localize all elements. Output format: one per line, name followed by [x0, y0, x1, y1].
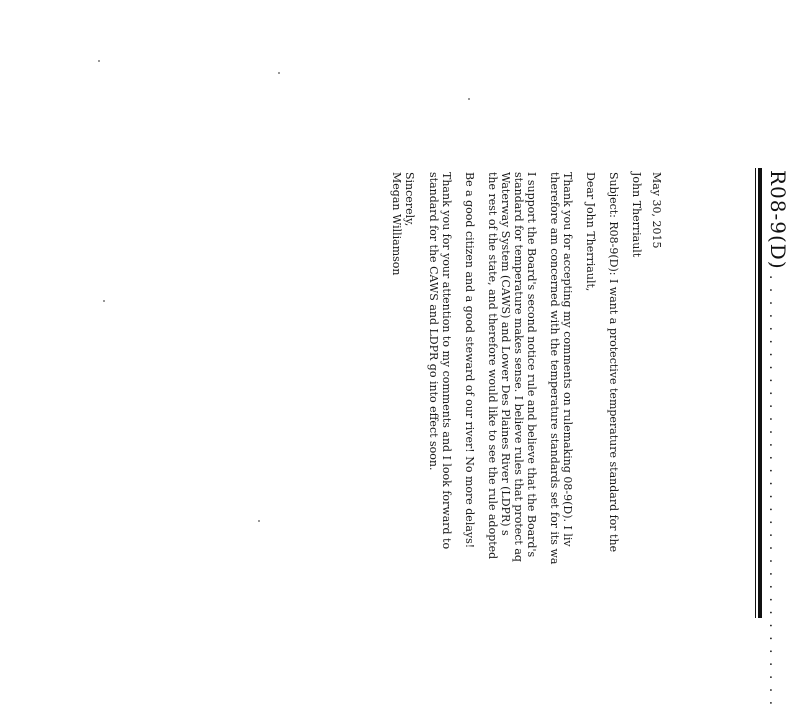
scan-speck	[278, 72, 280, 74]
letter-salutation: Dear John Therriault,	[584, 172, 597, 292]
header-dot-leader: . . . . . . . . . . . . . . . . . . . . . . . . . . . . . . . . . . .	[766, 262, 782, 707]
paragraph-1-line: Thank you for accepting my comments on rulemaking 08-9(D). I liv	[561, 172, 574, 547]
paragraph-4-line: standard for the CAWS and LDPR go into effect soon.	[427, 172, 440, 471]
paragraph-2-line: standard for temperature makes sense. I believe rules that protect aq	[512, 172, 525, 562]
paragraph-2-line: Waterway System (CAWS) and Lower Des Plaines River (LDPR) s	[499, 172, 512, 536]
scan-speck	[258, 520, 260, 522]
scan-speck	[98, 60, 100, 62]
letter-signature: Megan Williamson	[390, 172, 403, 276]
paragraph-1-line: therefore am concerned with the temperature standards set for its wa	[548, 172, 561, 565]
header-rule	[758, 168, 762, 618]
letter-recipient: John Therriault	[630, 172, 643, 258]
letter-closing: Sincerely,	[403, 172, 416, 227]
header-rule-thin	[755, 168, 756, 618]
paragraph-2-line: I support the Board's second notice rule and believe that the Board's	[525, 172, 538, 558]
scan-speck	[103, 300, 105, 302]
docket-number: R08-9(D)	[766, 170, 790, 270]
scan-speck	[468, 98, 470, 100]
paragraph-2-line: the rest of the state, and therefore would like to see the rule adopted	[486, 172, 499, 560]
letter-date: May 30, 2015	[650, 172, 663, 249]
paragraph-3-line: Be a good citizen and a good steward of our river! No more delays!	[463, 172, 476, 549]
letter-subject: Subject: R08-9(D): I want a protective temperature standard for the	[607, 172, 620, 553]
paragraph-4-line: Thank you for your attention to my comments and I look forward to	[440, 172, 453, 550]
